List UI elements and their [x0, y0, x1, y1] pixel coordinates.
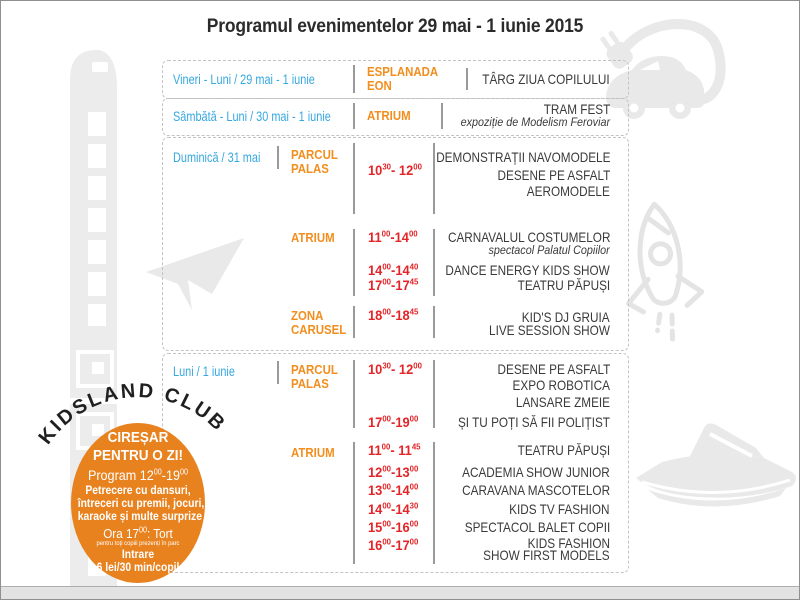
divider: [433, 360, 435, 428]
divider: [441, 103, 443, 129]
time-range: $11^{00}-14^{00}$: [368, 228, 418, 245]
date-label: Duminică / 31 mai: [173, 149, 261, 165]
location-line: PARCUL: [291, 147, 338, 162]
time-range: $18^{00}-18^{45}$: [368, 306, 419, 323]
event-label: CARAVANA MASCOTELOR: [462, 482, 610, 498]
time-range: $11^{00}-$ $11^{45}$: [368, 441, 421, 458]
divider: [433, 143, 435, 214]
time-range: $10^{30}-$ $12^{00}$: [368, 161, 422, 178]
time-range: $10^{30}-$ $12^{00}$: [368, 360, 422, 377]
kidsland-badge: [71, 423, 205, 583]
time-range: $14^{00}-14^{40}$: [368, 261, 419, 278]
event-label: DEMONSTRAȚII NAVOMODELE: [435, 149, 610, 165]
text-fragment: 00: [180, 467, 189, 477]
location-label: ATRIUM: [291, 230, 335, 245]
badge-desc: Petrecere cu dansuri,: [85, 485, 191, 497]
time-range: $13^{00}-14^{00}$: [368, 481, 419, 498]
divider: [353, 229, 355, 296]
date-label: Luni / 1 iunie: [173, 363, 235, 379]
text-fragment: 00: [153, 467, 162, 477]
text-fragment: Ora 17: [103, 526, 139, 541]
divider: [277, 361, 279, 384]
badge-entry: Intrare: [121, 549, 155, 561]
badge-note: pentru toți copiii prezenți în parc: [96, 540, 180, 547]
event-label: DESENE PE ASFALT: [497, 167, 610, 183]
badge-title: CIREȘAR: [107, 429, 169, 446]
event-label: TÂRG ZIUA COPILULUI: [482, 71, 610, 87]
event-label: SHOW FIRST MODELS: [483, 547, 610, 563]
event-label: TRAM FEST: [543, 101, 610, 117]
location-line: PALAS: [291, 161, 329, 176]
event-label: DESENE PE ASFALT: [497, 361, 610, 377]
time-range: $16^{00}-17^{00}$: [368, 536, 419, 553]
event-label: ȘI TU POȚI SĂ FII POLIȚIST: [457, 414, 610, 430]
event-label: AEROMODELE: [526, 183, 610, 199]
time-range: $12^{00}-13^{00}$: [368, 463, 419, 480]
location-label: [291, 363, 338, 391]
location-label: ATRIUM: [291, 445, 335, 460]
schedule-row-vineri: [162, 60, 629, 99]
event-label: CARNAVALUL COSTUMELOR: [447, 229, 610, 245]
schedule-row-duminica: [162, 137, 629, 351]
badge-desc: karaoke și multe surprize: [77, 511, 202, 523]
location-label: [291, 309, 346, 337]
boat-icon: [636, 423, 796, 506]
event-label: EXPO ROBOTICA: [512, 377, 610, 393]
event-label: DANCE ENERGY KIDS SHOW: [445, 262, 610, 278]
event-note: expoziție de Modelism Feroviar: [460, 115, 610, 129]
divider: [353, 65, 355, 93]
divider: [433, 306, 435, 338]
event-label: KID'S DJ GRUIA: [522, 309, 610, 325]
divider: [466, 68, 468, 90]
location-label: ATRIUM: [367, 108, 411, 123]
location-label: [367, 65, 438, 93]
time-range: $17^{00}-17^{45}$: [368, 276, 419, 293]
location-line: ESPLANADA: [367, 64, 439, 79]
text-fragment: -19: [161, 467, 181, 483]
event-label: LANSARE ZMEIE: [515, 394, 610, 410]
time-range: $15^{00}-16^{00}$: [368, 518, 419, 535]
badge-title: PENTRU O ZI!: [93, 447, 183, 464]
location-line: EON: [367, 78, 392, 93]
badge-entry-price: 6 lei/30 min/copil: [96, 562, 180, 574]
time-range: $14^{00}-14^{30}$: [368, 500, 419, 517]
event-label: LIVE SESSION SHOW: [489, 322, 610, 338]
badge-program: [78, 467, 199, 483]
text-fragment: : Tort: [146, 526, 173, 541]
divider: [353, 103, 355, 129]
location-line: PARCUL: [291, 362, 338, 377]
kidsland-arc-label: KIDSLAND CLUB: [34, 379, 231, 449]
event-label: KIDS FASHION: [527, 535, 610, 551]
badge-desc: întreceri cu premii, jocuri,: [77, 498, 205, 510]
event-label: TEATRU PĂPUȘI: [517, 442, 610, 458]
divider: [353, 143, 355, 214]
page-edge: [1, 586, 799, 600]
divider: [353, 360, 355, 428]
event-label: KIDS TV FASHION: [509, 501, 610, 517]
location-line: CARUSEL: [291, 322, 347, 337]
badge-cake-time: [78, 526, 199, 541]
event-note: spectacol Palatul Copiilor: [488, 243, 610, 257]
location-line: ZONA: [291, 308, 324, 323]
divider: [353, 306, 355, 338]
page-title: Programul evenimentelor 29 mai - 1 iunie 2015: [206, 16, 584, 37]
location-line: PALAS: [291, 376, 329, 391]
divider: [277, 146, 279, 169]
divider: [433, 229, 435, 296]
event-label: TEATRU PĂPUȘI: [517, 277, 610, 293]
rocket-icon: [619, 200, 707, 343]
time-range: $17^{00}-19^{00}$: [368, 413, 419, 430]
text-fragment: 00: [138, 525, 147, 535]
schedule-row-sambata: [162, 98, 629, 136]
date-label: Vineri - Luni / 29 mai - 1 iunie: [173, 71, 315, 87]
divider: [353, 442, 355, 564]
event-label: SPECTACOL BALET COPII: [464, 519, 610, 535]
text-fragment: Program 12: [87, 467, 154, 483]
location-label: [291, 148, 338, 176]
date-label: Sâmbătă - Luni / 30 mai - 1 iunie: [173, 108, 331, 124]
divider: [433, 442, 435, 564]
event-label: ACADEMIA SHOW JUNIOR: [462, 464, 610, 480]
